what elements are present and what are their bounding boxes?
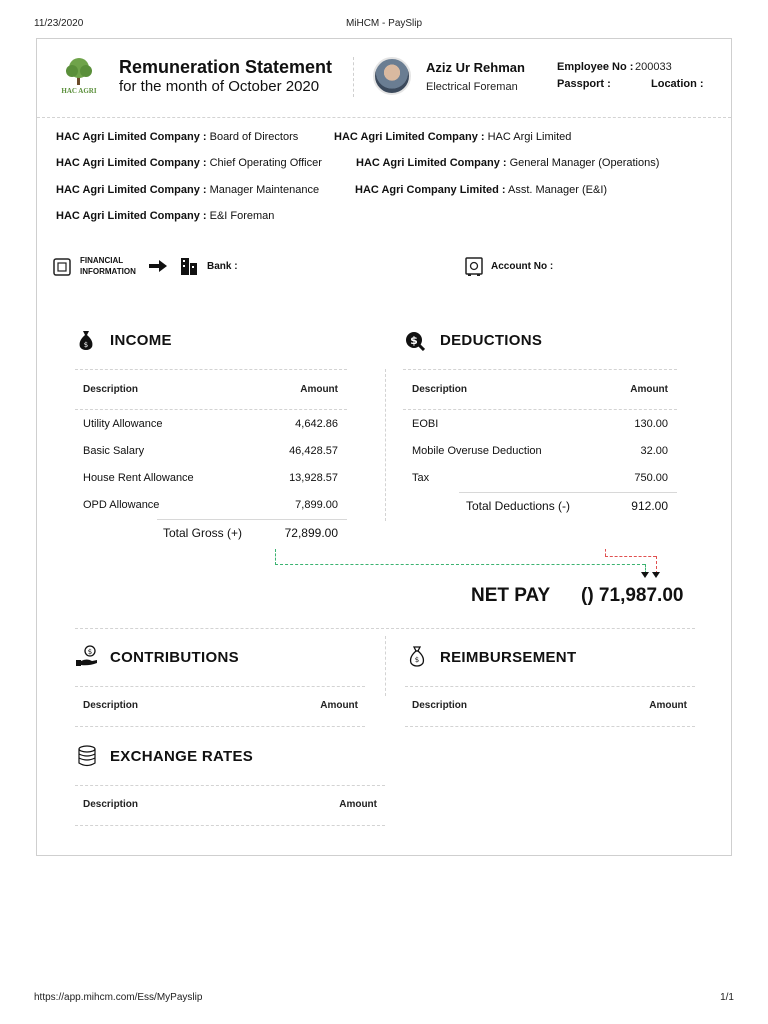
print-date: 11/23/2020 bbox=[34, 18, 84, 29]
deductions-row-desc: EOBI bbox=[412, 418, 439, 430]
deductions-row-amount: 130.00 bbox=[634, 418, 668, 430]
payslip-card bbox=[36, 38, 732, 856]
deductions-row-desc: Mobile Overuse Deduction bbox=[412, 445, 542, 457]
deductions-col-amount: Amount bbox=[630, 384, 668, 395]
gross-connector bbox=[275, 549, 276, 565]
reimbursement-title: REIMBURSEMENT bbox=[440, 649, 577, 666]
org-line: HAC Agri Company Limited : Asst. Manager (E&I) bbox=[355, 184, 608, 196]
exchange-rates-rule bbox=[75, 825, 385, 826]
location-label: Location : bbox=[651, 78, 704, 90]
print-page-count: 1/1 bbox=[720, 992, 734, 1003]
income-total-label: Total Gross (+) bbox=[163, 526, 243, 540]
bank-label: Bank : bbox=[207, 261, 238, 272]
exchange-rates-rule bbox=[75, 785, 385, 786]
deduction-connector bbox=[605, 549, 606, 556]
deductions-rule bbox=[403, 409, 677, 410]
deductions-row-amount: 750.00 bbox=[634, 472, 668, 484]
income-row-amount: 13,928.57 bbox=[289, 472, 338, 484]
money-bag-icon bbox=[77, 329, 95, 351]
statement-title: Remuneration Statement bbox=[119, 57, 333, 77]
svg-text:$: $ bbox=[410, 334, 418, 347]
income-row-desc: Basic Salary bbox=[83, 445, 145, 457]
org-line: HAC Agri Limited Company : E&I Foreman bbox=[56, 210, 275, 222]
deductions-row-desc: Tax bbox=[412, 472, 430, 484]
income-row-desc: House Rent Allowance bbox=[83, 472, 194, 484]
hand-coin-icon bbox=[75, 645, 99, 667]
reimbursement-col-desc: Description bbox=[412, 700, 468, 711]
income-row-amount: 4,642.86 bbox=[295, 418, 338, 430]
deduction-connector bbox=[605, 556, 656, 557]
deductions-rule bbox=[403, 369, 677, 370]
reimbursement-rule bbox=[405, 726, 695, 727]
section-separator bbox=[75, 628, 695, 629]
print-url: https://app.mihcm.com/Ess/MyPayslip bbox=[34, 992, 203, 1003]
passport-label: Passport : bbox=[557, 78, 611, 90]
contributions-rule bbox=[75, 686, 365, 687]
header-divider bbox=[353, 57, 354, 97]
reimbursement-rule bbox=[405, 686, 695, 687]
statement-subtitle: for the month of October 2020 bbox=[119, 78, 320, 95]
header-separator bbox=[37, 117, 731, 118]
org-line: HAC Agri Limited Company : HAC Argi Limited bbox=[334, 131, 572, 143]
avatar bbox=[373, 57, 411, 95]
print-page-title: MiHCM - PaySlip bbox=[345, 18, 423, 29]
net-pay-value: () 71,987.00 bbox=[581, 585, 684, 606]
income-title: INCOME bbox=[110, 332, 172, 349]
contributions-col-amount: Amount bbox=[320, 700, 358, 711]
income-total-value: 72,899.00 bbox=[284, 526, 338, 540]
reimbursement-col-amount: Amount bbox=[649, 700, 687, 711]
exchange-rates-col-desc: Description bbox=[83, 799, 139, 810]
arrow-right-icon bbox=[148, 258, 168, 274]
income-col-amount: Amount bbox=[300, 384, 338, 395]
employee-no-value: 200033 bbox=[635, 61, 672, 73]
building-icon bbox=[179, 256, 199, 276]
net-pay-label: NET PAY bbox=[471, 585, 551, 606]
income-total-rule bbox=[157, 519, 347, 520]
contributions-col-desc: Description bbox=[83, 700, 139, 711]
income-row-desc: OPD Allowance bbox=[83, 499, 160, 511]
income-row-amount: 7,899.00 bbox=[295, 499, 338, 511]
logo-text: HAC AGRI bbox=[61, 87, 97, 95]
deductions-total-label: Total Deductions (-) bbox=[466, 499, 571, 513]
svg-text:$: $ bbox=[414, 656, 420, 664]
financial-label-1: FINANCIAL bbox=[80, 256, 124, 265]
employee-role: Electrical Foreman bbox=[426, 81, 518, 93]
org-line: HAC Agri Limited Company : Manager Maintenance bbox=[56, 184, 320, 196]
wallet-icon bbox=[52, 257, 72, 277]
svg-text:$: $ bbox=[87, 648, 93, 656]
org-line: HAC Agri Limited Company : Board of Directors bbox=[56, 131, 299, 143]
column-divider bbox=[385, 636, 386, 696]
income-rule bbox=[75, 409, 347, 410]
coin-stack-icon bbox=[77, 745, 97, 767]
deductions-title: DEDUCTIONS bbox=[440, 332, 543, 349]
account-label: Account No : bbox=[491, 261, 554, 272]
org-line: HAC Agri Limited Company : Chief Operating Officer bbox=[56, 157, 322, 169]
deductions-row-amount: 32.00 bbox=[640, 445, 668, 457]
employee-no-label: Employee No : bbox=[557, 61, 634, 73]
gross-connector bbox=[275, 564, 645, 565]
dollar-coin-icon bbox=[405, 331, 425, 351]
income-row-amount: 46,428.57 bbox=[289, 445, 338, 457]
exchange-rates-col-amount: Amount bbox=[339, 799, 377, 810]
contributions-rule bbox=[75, 726, 365, 727]
deductions-col-desc: Description bbox=[412, 384, 468, 395]
income-col-desc: Description bbox=[83, 384, 139, 395]
safe-icon bbox=[465, 257, 483, 277]
svg-text:$: $ bbox=[83, 341, 89, 349]
income-rule bbox=[75, 369, 347, 370]
income-row-desc: Utility Allowance bbox=[83, 418, 163, 430]
financial-label-2: INFORMATION bbox=[80, 267, 136, 276]
column-divider bbox=[385, 369, 386, 521]
org-line: HAC Agri Limited Company : General Manager (Operations) bbox=[356, 157, 660, 169]
deductions-total-rule bbox=[459, 492, 677, 493]
arrow-down-icon bbox=[641, 572, 661, 579]
contributions-title: CONTRIBUTIONS bbox=[110, 649, 239, 666]
employee-name: Aziz Ur Rehman bbox=[426, 60, 525, 75]
deductions-total-value: 912.00 bbox=[631, 499, 668, 513]
money-bag-icon bbox=[407, 645, 427, 667]
exchange-rates-title: EXCHANGE RATES bbox=[110, 748, 254, 765]
